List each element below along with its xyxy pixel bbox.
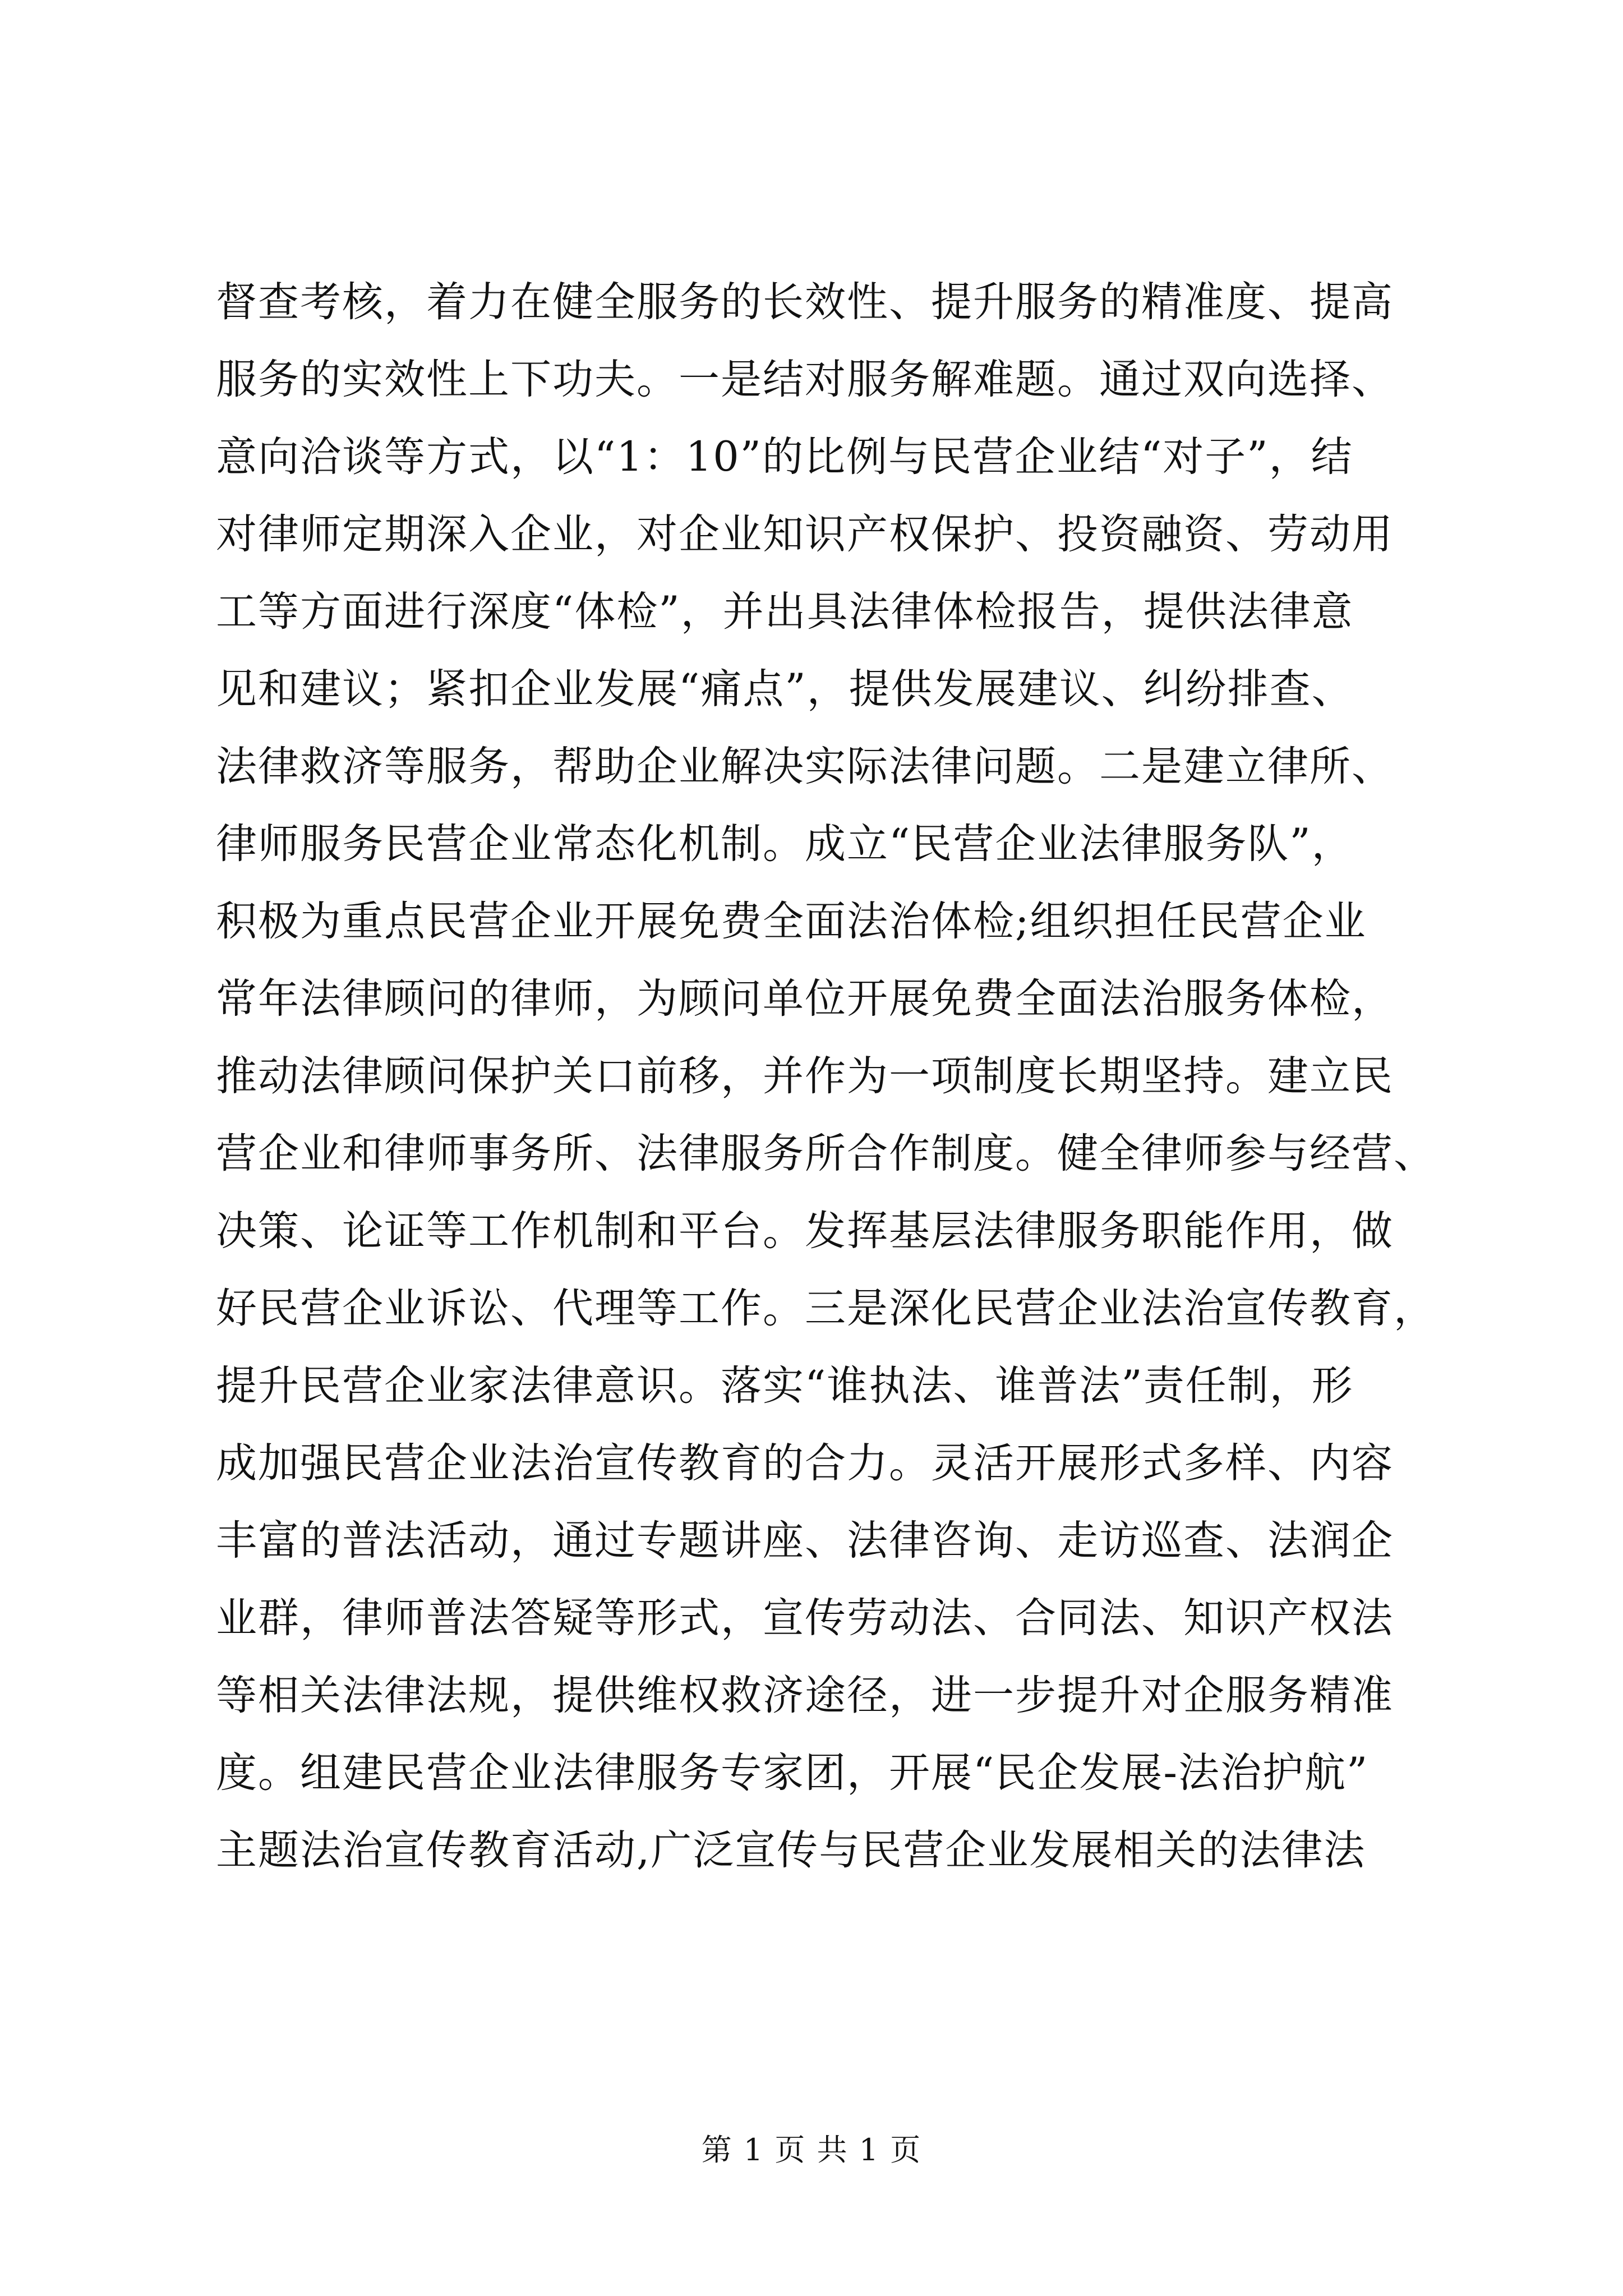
- text-line: 常年法律顾问的律师，为顾问单位开展免费全面法治服务体检，: [216, 975, 1394, 1023]
- text-line: 决策、论证等工作机制和平台。发挥基层法律服务职能作用，做: [216, 1207, 1394, 1255]
- text-line: 等相关法律法规，提供维权救济途径，进一步提升对企服务精准: [216, 1672, 1394, 1719]
- text-line: 度。组建民营企业法律服务专家团，开展“民企发展-法治护航”: [216, 1749, 1369, 1797]
- text-line: 法律救济等服务，帮助企业解决实际法律问题。二是建立律所、: [216, 743, 1394, 790]
- text-line: 律师服务民营企业常态化机制。成立“民营企业法律服务队”，: [216, 820, 1354, 868]
- text-line: 见和建议；紧扣企业发展“痛点”，提供发展建议、纠纷排查、: [216, 665, 1354, 713]
- text-line: 意向洽谈等方式，以“1：10”的比例与民营企业结“对子”，结: [216, 433, 1353, 481]
- text-line: 对律师定期深入企业，对企业知识产权保护、投资融资、劳动用: [216, 510, 1394, 558]
- text-line: 成加强民营企业法治宣传教育的合力。灵活开展形式多样、内容: [216, 1439, 1394, 1487]
- text-line: 服务的实效性上下功夫。一是结对服务解难题。通过双向选择、: [216, 356, 1394, 403]
- body-text: [216, 264, 1436, 1889]
- text-line: 业群，律师普法答疑等形式，宣传劳动法、合同法、知识产权法: [216, 1594, 1394, 1642]
- text-line: 主题法治宣传教育活动,广泛宣传与民营企业发展相关的法律法: [216, 1826, 1366, 1874]
- text-line: 丰富的普法活动，通过专题讲座、法律咨询、走访巡查、法润企: [216, 1517, 1394, 1565]
- text-line: 推动法律顾问保护关口前移，并作为一项制度长期坚持。建立民: [216, 1052, 1394, 1100]
- text-line: 好民营企业诉讼、代理等工作。三是深化民营企业法治宣传教育，: [216, 1285, 1436, 1332]
- text-line: 积极为重点民营企业开展免费全面法治体检;组织担任民营企业: [216, 898, 1367, 945]
- text-line: 督查考核，着力在健全服务的长效性、提升服务的精准度、提高: [216, 278, 1394, 326]
- text-line: 营企业和律师事务所、法律服务所合作制度。健全律师参与经营、: [216, 1130, 1436, 1177]
- page-number-footer: 第 1 页 共 1 页: [701, 2132, 922, 2168]
- text-line: 工等方面进行深度“体检”，并出具法律体检报告，提供法律意: [216, 588, 1354, 636]
- text-line: 提升民营企业家法律意识。落实“谁执法、谁普法”责任制，形: [216, 1362, 1354, 1410]
